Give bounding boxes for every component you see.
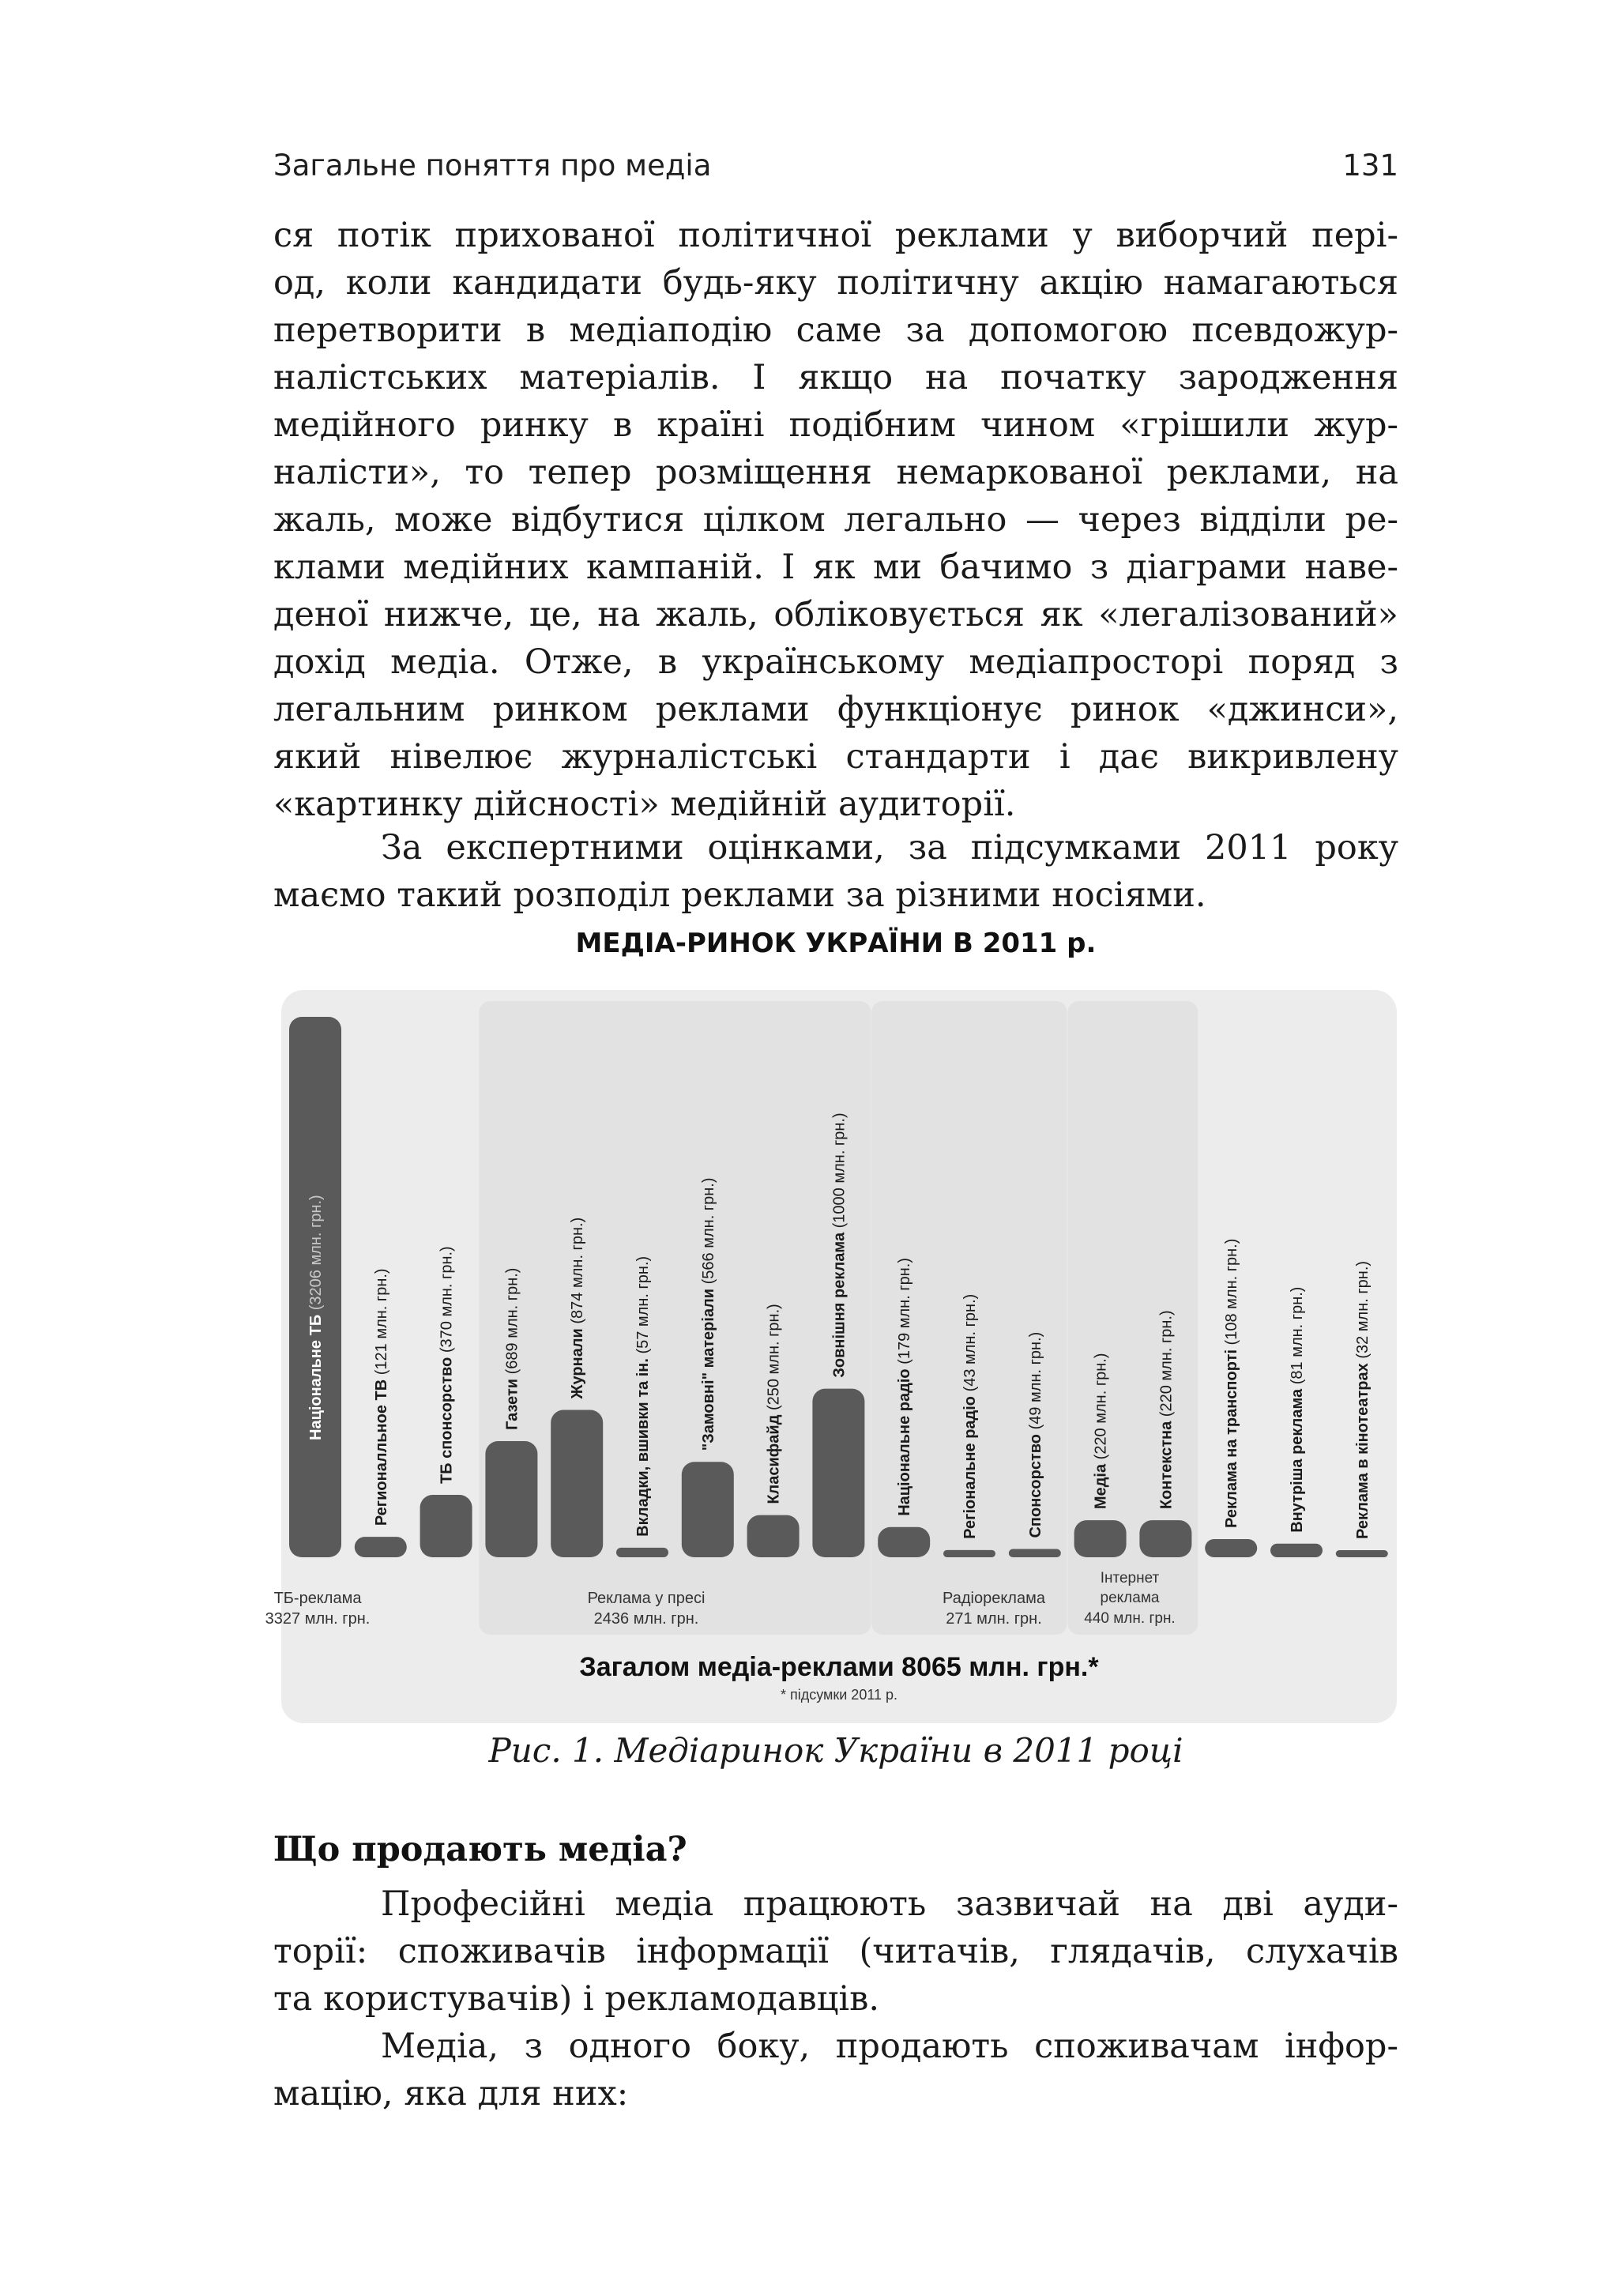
section-heading: Що продають медіа? xyxy=(273,1830,687,1869)
bar-value-1: (3206 млн. грн.) xyxy=(307,1195,325,1311)
text-line: клами медійних кампаній. І як ми бачимо з діаграми наве- xyxy=(273,548,1398,587)
group-total-radio: 271 млн. грн. xyxy=(946,1610,1042,1628)
bar-11 xyxy=(943,1550,995,1557)
bar-label-4 xyxy=(503,1268,521,1430)
bar-category-13: Медіа xyxy=(1092,1459,1110,1510)
bar-category-17: Реклама в кінотеатрах xyxy=(1353,1358,1372,1539)
bar-value-7: (566 млн. грн.) xyxy=(699,1177,717,1285)
bar-3 xyxy=(420,1495,472,1557)
text-line: налістських матеріалів. І якщо на початку зародження xyxy=(273,358,1398,397)
bar-9 xyxy=(812,1389,864,1557)
paragraph-expert-estimates xyxy=(273,824,1398,919)
bar-12 xyxy=(1009,1549,1061,1557)
page-number: 131 xyxy=(1342,149,1398,183)
bar-category-16: Внутріша реклама xyxy=(1289,1384,1306,1533)
bar-label-9 xyxy=(830,1112,848,1377)
text-line: од, коли кандидати будь-яку політичну акцію намагаються xyxy=(273,263,1398,303)
bar-14 xyxy=(1139,1520,1191,1557)
text-line: перетворити в медіаподію саме за допомогою псевдожур- xyxy=(273,311,1398,350)
bar-value-13: (220 млн. грн.) xyxy=(1092,1353,1110,1460)
running-header xyxy=(273,149,1398,188)
text-line: маємо такий розподіл реклами за різними носіями. xyxy=(273,875,1206,915)
text-line: легальним ринком реклами функціонує ринок «джинси», xyxy=(273,690,1398,729)
paragraph-political-advertising xyxy=(273,212,1398,828)
bar-value-16: (81 млн. грн.) xyxy=(1289,1286,1306,1385)
chart-title: МЕДІА-РИНОК УКРАЇНИ В 2011 р. xyxy=(575,928,1097,959)
bar-value-12: (49 млн. грн.) xyxy=(1026,1331,1044,1430)
bar-category-1: Національне ТБ xyxy=(307,1310,325,1440)
text-line: Медіа, з одного боку, продають споживачам інфор- xyxy=(381,2027,1398,2066)
bar-4 xyxy=(485,1441,537,1557)
text-line: «картинку дійсності» медійній аудиторії. xyxy=(273,785,1016,824)
bar-category-6: Вкладки, вшивки та ін. xyxy=(634,1353,652,1537)
bar-10 xyxy=(878,1527,930,1557)
group-label-press: Реклама у пресі xyxy=(587,1590,706,1607)
bar-value-2: (121 млн. грн.) xyxy=(372,1268,390,1376)
bar-label-11 xyxy=(961,1294,979,1539)
bar-15 xyxy=(1205,1539,1257,1557)
bar-category-9: Зовнішня реклама xyxy=(830,1228,849,1378)
group-label-radio: Радіореклама xyxy=(943,1590,1045,1607)
bar-value-11: (43 млн. грн.) xyxy=(961,1293,979,1392)
bar-category-11: Регіональне радіо xyxy=(961,1391,979,1539)
text-line: ся потік прихованої політичної реклами у виборчий пері- xyxy=(273,216,1398,255)
figure-caption: Рис. 1. Медіаринок України в 2011 році xyxy=(488,1731,1183,1770)
text-line: деної нижче, це, на жаль, обліковується як «легалізований» xyxy=(273,595,1398,634)
bar-7 xyxy=(682,1462,734,1557)
bar-value-5: (874 млн. грн.) xyxy=(569,1217,587,1324)
bar-label-3 xyxy=(438,1246,456,1484)
text-line: Професійні медіа працюють зазвичай на дві ауди- xyxy=(381,1884,1398,1924)
bar-category-7: "Замовні" матеріали xyxy=(699,1284,717,1451)
bar-category-5: Журнали xyxy=(569,1323,587,1399)
text-line: За експертними оцінками, за підсумками 2011 року xyxy=(381,828,1398,868)
bar-value-4: (689 млн. грн.) xyxy=(503,1267,521,1375)
bar-16 xyxy=(1270,1544,1323,1557)
bar-13 xyxy=(1074,1520,1127,1557)
text-line: мацію, яка для них: xyxy=(273,2074,629,2113)
text-line: який нівелює журналістські стандарти і дає викривлену xyxy=(273,737,1398,777)
media-market-bar-chart xyxy=(265,990,1397,1723)
bar-8 xyxy=(747,1515,800,1557)
bar-value-10: (179 млн. грн.) xyxy=(896,1257,914,1364)
bar-category-12: Спонсорство xyxy=(1026,1429,1044,1538)
bar-category-14: Контекстна xyxy=(1157,1417,1176,1510)
bar-label-10 xyxy=(896,1258,913,1516)
bar-value-8: (250 млн. грн.) xyxy=(765,1304,783,1411)
bar-value-6: (57 млн. грн.) xyxy=(634,1255,652,1354)
group-label-internet-2: реклама xyxy=(1100,1590,1160,1606)
bar-label-1 xyxy=(307,1195,325,1440)
bar-value-14: (220 млн. грн.) xyxy=(1157,1310,1176,1417)
text-line: медійного ринку в країні подібним чином «грішили жур- xyxy=(273,405,1398,445)
bar-value-3: (370 млн. грн.) xyxy=(438,1246,456,1353)
group-total-internet: 440 млн. грн. xyxy=(1084,1610,1176,1627)
bar-label-17 xyxy=(1354,1261,1372,1539)
bar-label-13 xyxy=(1093,1353,1110,1510)
bar-category-15: Реклама на транспорті xyxy=(1223,1345,1241,1528)
bar-label-6 xyxy=(634,1256,652,1537)
header-title: Загальне поняття про медіа xyxy=(273,149,712,183)
bar-category-10: Національне радіо xyxy=(896,1364,914,1516)
chart-total: Загалом медіа-реклами 8065 млн. грн.* xyxy=(579,1652,1099,1682)
text-line: торії: споживачів інформації (читачів, глядачів, слухачів xyxy=(273,1932,1398,1971)
group-band-press xyxy=(479,1001,871,1635)
bar-label-2 xyxy=(373,1268,390,1526)
bar-17 xyxy=(1336,1550,1388,1557)
bar-label-14 xyxy=(1157,1310,1175,1509)
text-line: налісти», то тепер розміщення немаркованої реклами, на xyxy=(273,453,1398,492)
bar-category-4: Газети xyxy=(503,1374,521,1431)
group-label-internet: Інтернет xyxy=(1100,1570,1160,1586)
group-total-tv: 3327 млн. грн. xyxy=(265,1610,371,1628)
bar-category-3: ТБ спонсорство xyxy=(438,1353,456,1485)
bar-label-15 xyxy=(1223,1239,1240,1528)
bar-label-5 xyxy=(569,1218,586,1400)
text-line: та користувачів) і рекламодавців. xyxy=(273,1979,880,2019)
bar-label-8 xyxy=(766,1304,783,1504)
bar-6 xyxy=(616,1548,668,1557)
text-line: дохід медіа. Отже, в українському медіапросторі поряд з xyxy=(273,642,1398,682)
bar-label-16 xyxy=(1289,1287,1306,1533)
group-label-tv: ТБ-реклама xyxy=(273,1590,362,1607)
bar-2 xyxy=(355,1537,407,1557)
bar-category-2: Регионалльное ТВ xyxy=(372,1375,390,1526)
bar-value-9: (1000 млн. грн.) xyxy=(830,1112,849,1229)
bar-value-17: (32 млн. грн.) xyxy=(1353,1260,1372,1359)
bar-label-12 xyxy=(1027,1332,1044,1538)
chart-footnote: * підсумки 2011 р. xyxy=(780,1687,898,1703)
paragraph-what-media-sell xyxy=(273,1880,1398,2117)
group-total-press: 2436 млн. грн. xyxy=(593,1610,699,1628)
bar-label-7 xyxy=(700,1178,717,1451)
text-line: жаль, може відбутися цілком легально — через відділи ре- xyxy=(273,500,1398,540)
bar-value-15: (108 млн. грн.) xyxy=(1223,1238,1241,1346)
bar-category-8: Класифайд xyxy=(765,1410,783,1504)
bar-5 xyxy=(551,1410,603,1557)
